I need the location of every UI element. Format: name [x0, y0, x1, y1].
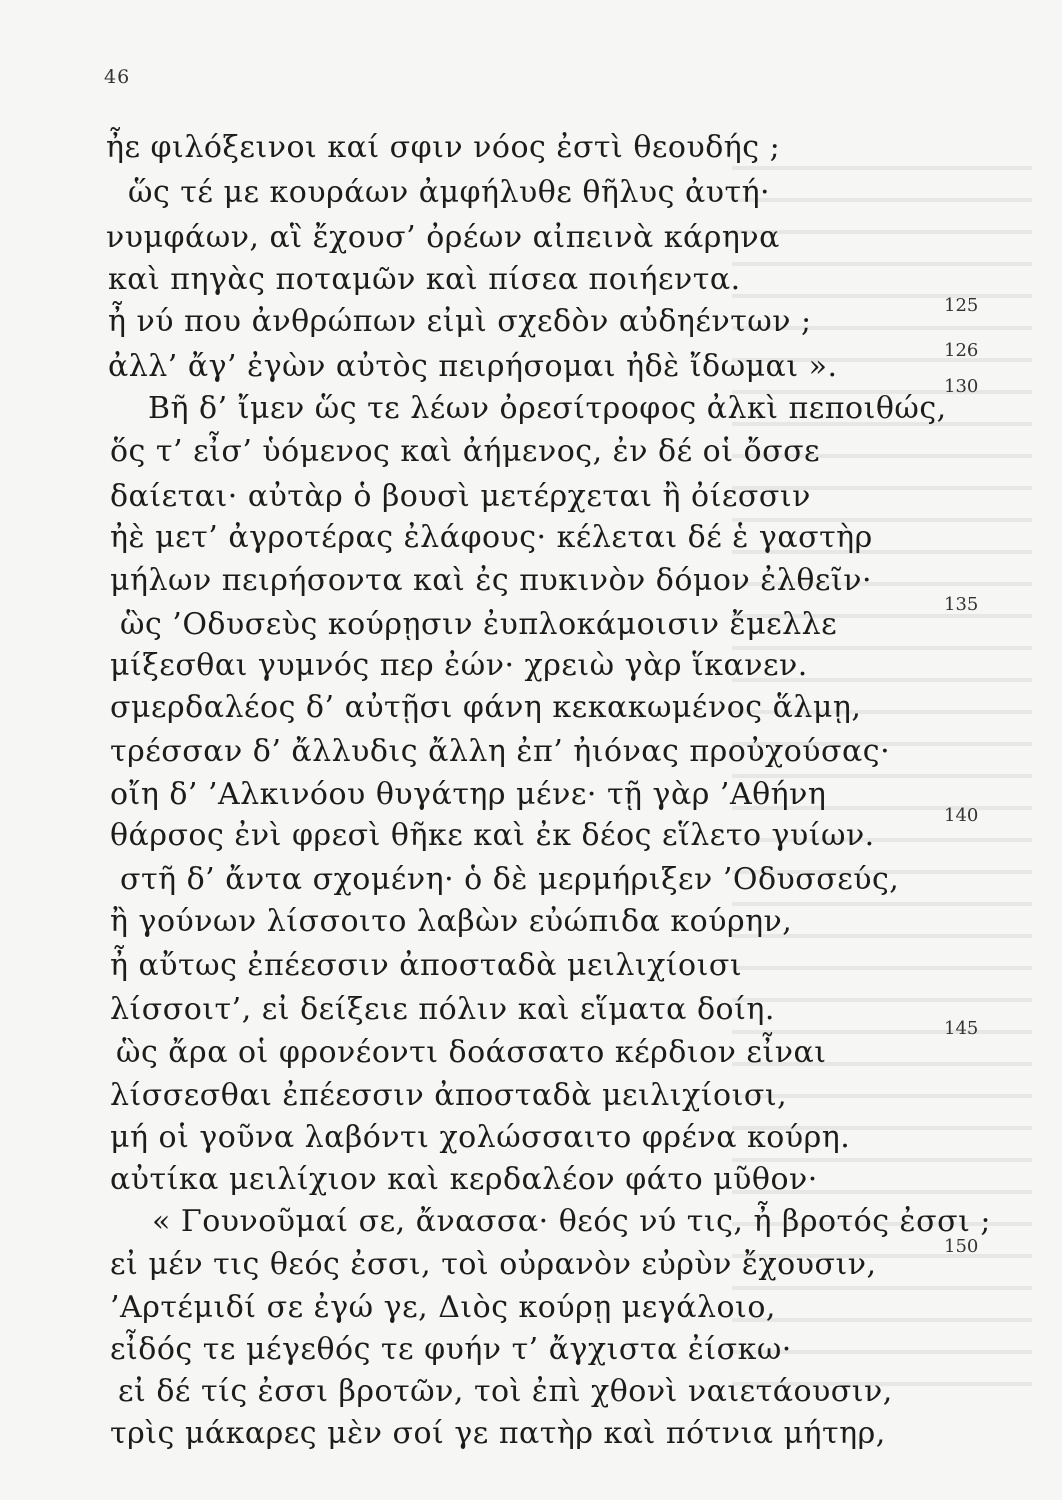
verse-text: μίξεσθαι γυμνός περ ἐών· χρειὼ γὰρ ἵκανεν. [110, 648, 808, 683]
verse-line [0, 1414, 1062, 1454]
verse-line [0, 518, 1062, 558]
verse-line [0, 1236, 1062, 1285]
line-number: 145 [944, 1018, 979, 1039]
verse-text: στῆ δ’ ἄντα σχομένη· ὁ δὲ μερμήριξεν ’Οδυσσεύς, [120, 862, 900, 897]
verse-text: τρὶς μάκαρες μὲν σοί γε πατὴρ καὶ πότνια μήτηρ, [110, 1416, 886, 1451]
verse-line [0, 1118, 1062, 1158]
line-number: 130 [944, 376, 979, 397]
verse-line [0, 860, 1062, 900]
verse-line [0, 775, 1062, 815]
verse-line [0, 376, 1062, 429]
verse-line [0, 561, 1062, 601]
verse-line [0, 646, 1062, 686]
verse-line [0, 218, 1062, 258]
verse-line [0, 340, 1062, 387]
verse-text: ὣς ’Οδυσεὺς κούρῃσιν ἐυπλοκάμοισιν ἔμελλε [120, 607, 838, 642]
verse-line [0, 432, 1062, 472]
verse-text: οἴη δ’ ’Αλκινόου θυγάτηρ μένε· τῇ γὰρ ’Αθήνη [110, 777, 827, 812]
verse-text: σμερδαλέος δ’ αὐτῇσι φάνη κεκακωμένος ἅλμῃ, [110, 690, 862, 725]
verse-line [0, 1076, 1062, 1116]
verse-text: ἦε φιλόξεινοι καί σφιν νόος ἐστὶ θεουδής ; [106, 130, 781, 165]
verse-text: θάρσος ἐνὶ φρεσὶ θῆκε καὶ ἐκ δέος εἵλετο γυίων. [110, 818, 875, 853]
verse-line [0, 477, 1062, 517]
verse-text: τρέσσαν δ’ ἄλλυδις ἄλλη ἐπ’ ἠιόνας προὐχούσας· [110, 734, 891, 769]
line-number: 126 [944, 340, 979, 361]
verse-line [0, 1018, 1062, 1073]
verse-text: ἦ νύ που ἀνθρώπων εἰμὶ σχεδὸν αὐδηέντων ; [108, 304, 812, 339]
verse-line [0, 902, 1062, 942]
verse-text: νυμφάων, αἳ ἔχουσ’ ὀρέων αἰπεινὰ κάρηνα [106, 220, 780, 255]
verse-text: εἰ μέν τις θεός ἐσσι, τοὶ οὐρανὸν εὐρὺν ἔχουσιν, [110, 1247, 877, 1282]
verse-text: ἀλλ’ ἄγ’ ἐγὼν αὐτὸς πειρήσομαι ἠδὲ ἴδωμαι ». [108, 349, 838, 384]
verse-text: ἦ αὔτως ἐπέεσσιν ἀποσταδὰ μειλιχίοισι [110, 948, 743, 983]
verse-text: ἠὲ μετ’ ἀγροτέρας ἐλάφους· κέλεται δέ ἑ γαστὴρ [110, 520, 873, 555]
verse-line [0, 805, 1062, 856]
verse-line [0, 128, 1062, 168]
verse-line [0, 173, 1062, 213]
page-number: 46 [104, 66, 131, 88]
verse-text: ἢ γούνων λίσσοιτο λαβὼν εὐώπιδα κούρην, [110, 904, 793, 939]
verse-line [0, 1288, 1062, 1328]
verse-line [0, 688, 1062, 728]
verse-line [0, 1330, 1062, 1370]
verse-text: εἰ δέ τίς ἐσσι βροτῶν, τοὶ ἐπὶ χθονὶ ναιετάουσιν, [118, 1374, 893, 1409]
verse-text: μήλων πειρήσοντα καὶ ἐς πυκινὸν δόμον ἐλθεῖν· [110, 563, 873, 598]
verse-text: καὶ πηγὰς ποταμῶν καὶ πίσεα ποιήεντα. [108, 262, 741, 297]
line-number: 140 [944, 805, 979, 826]
verse-text: λίσσοιτ’, εἰ δείξειε πόλιν καὶ εἵματα δοίη. [110, 992, 775, 1027]
line-number: 125 [944, 295, 979, 316]
verse-text: « Γουνοῦμαί σε, ἄνασσα· θεός νύ τις, ἦ βροτός ἐσσι ; [152, 1204, 991, 1239]
verse-line [0, 990, 1062, 1030]
verse-text: λίσσεσθαι ἐπέεσσιν ἀποσταδὰ μειλιχίοισι, [110, 1078, 788, 1113]
verse-line [0, 260, 1062, 300]
verse-line [0, 732, 1062, 772]
verse-line [0, 1202, 1062, 1242]
verse-line [0, 594, 1062, 645]
verse-line [0, 1160, 1062, 1200]
verse-text: δαίεται· αὐτὰρ ὁ βουσὶ μετέρχεται ἢ ὀίεσσιν [110, 479, 811, 514]
line-number: 150 [944, 1236, 979, 1257]
verse-text: ὣς ἄρα οἱ φρονέοντι δοάσσατο κέρδιον εἶναι [116, 1035, 827, 1070]
verse-line [0, 946, 1062, 986]
verse-text: ὅς τ’ εἶσ’ ὑόμενος καὶ ἀήμενος, ἐν δέ οἱ ὄσσε [110, 434, 821, 469]
verse-line [0, 1372, 1062, 1412]
verse-text: μή οἱ γοῦνα λαβόντι χολώσσαιτο φρένα κούρη. [110, 1120, 851, 1155]
verse-text: αὐτίκα μειλίχιον καὶ κερδαλέον φάτο μῦθον· [110, 1162, 818, 1197]
verse-text: εἶδός τε μέγεθός τε φυήν τ’ ἄγχιστα ἐίσκω· [110, 1332, 792, 1367]
verse-text: ὥς τέ με κουράων ἀμφήλυθε θῆλυς ἀυτή· [128, 175, 771, 210]
verse-line [0, 295, 1062, 342]
verse-text: Βῆ δ’ ἴμεν ὥς τε λέων ὀρεσίτροφος ἀλκὶ πεποιθώς, [148, 391, 947, 426]
verse-text: ’Αρτέμιδί σε ἐγώ γε, Διὸς κούρῃ μεγάλοιο, [110, 1290, 776, 1325]
line-number: 135 [944, 594, 979, 615]
